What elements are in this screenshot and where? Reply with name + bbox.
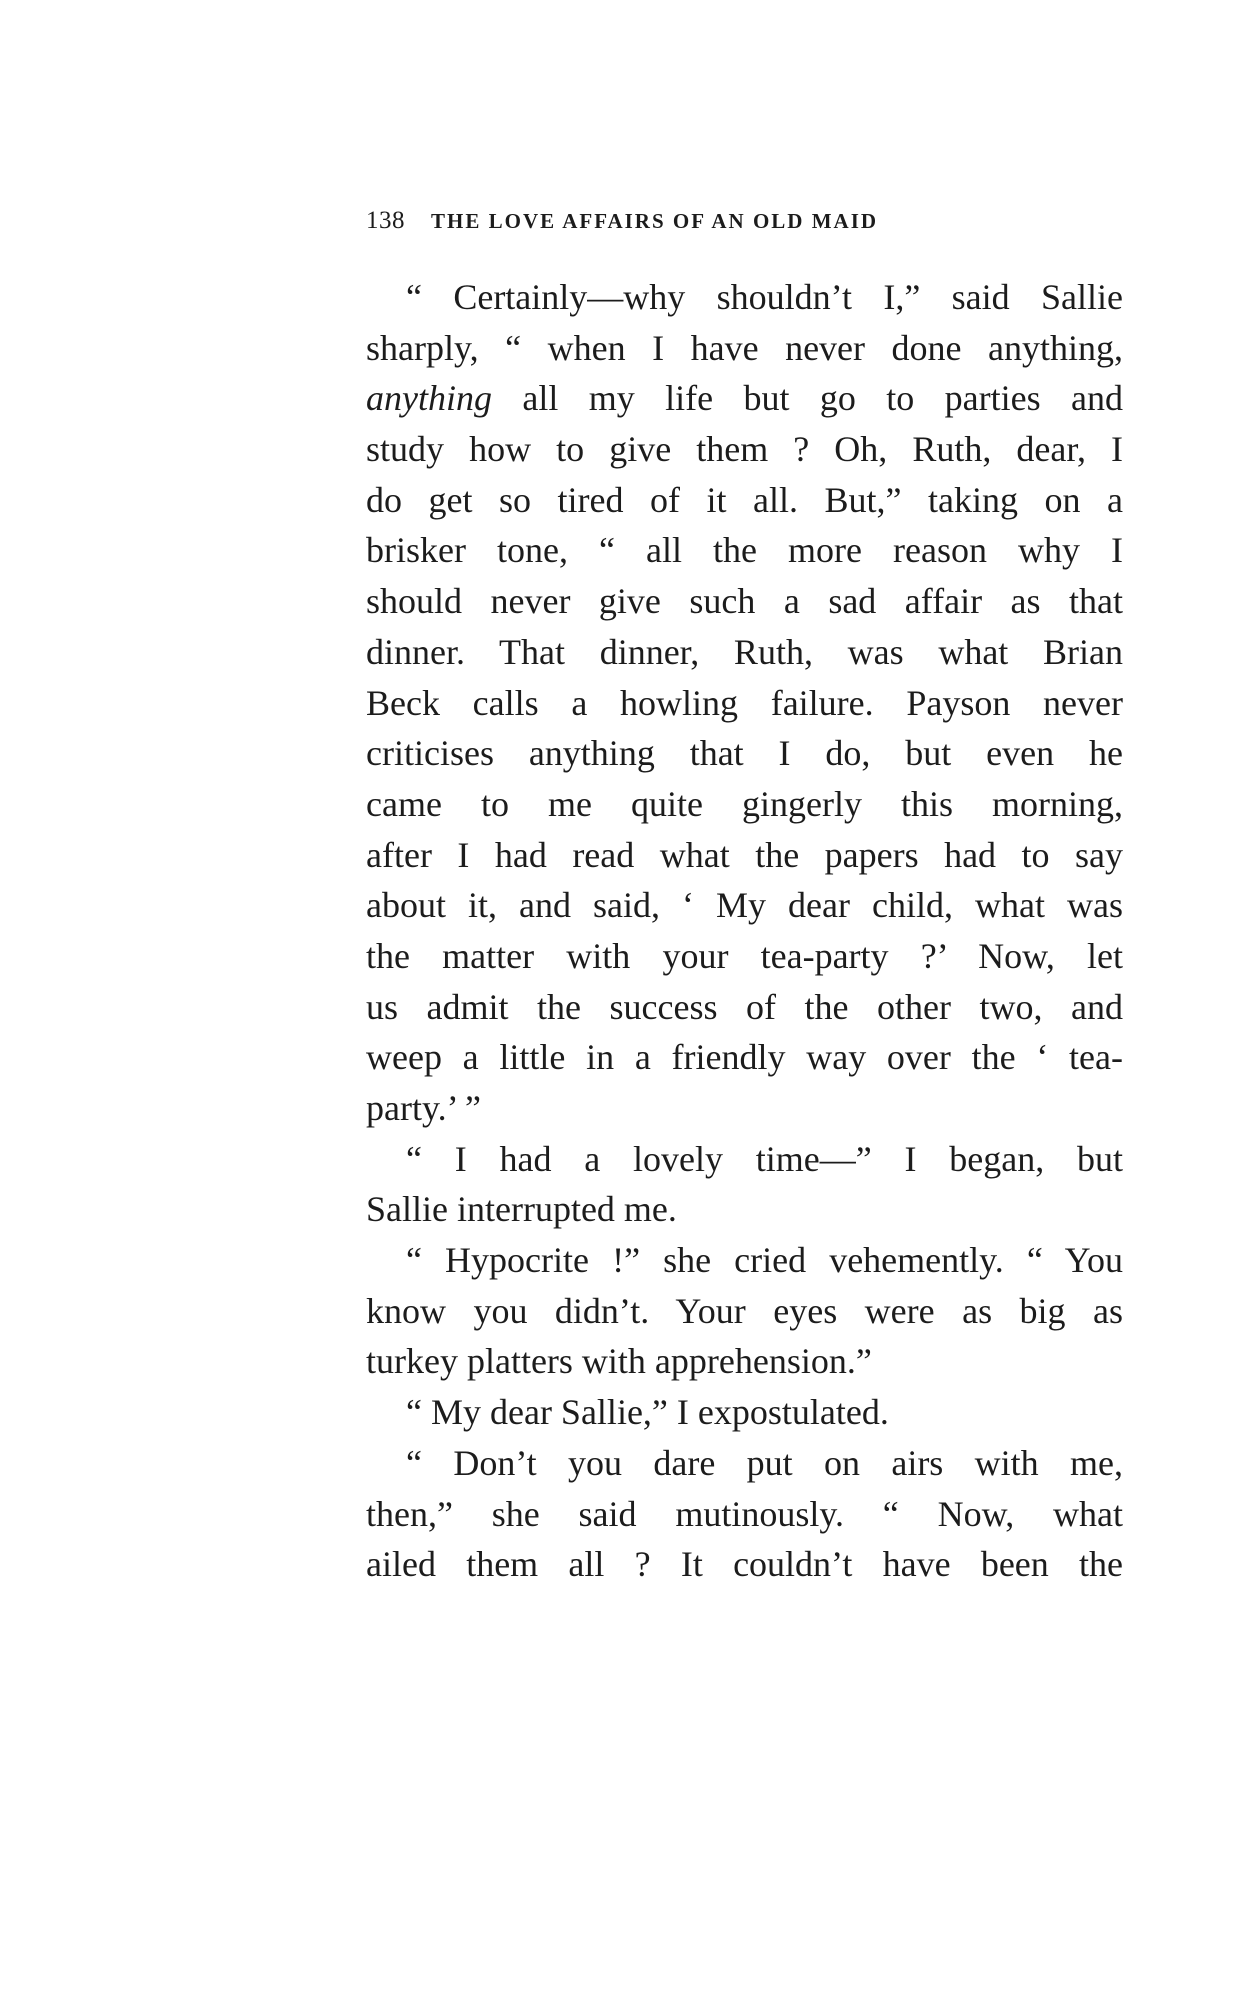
line-text: came to me quite gingerly this morning, — [366, 783, 1123, 824]
line-text: do get so tired of it all. But,” taking on a — [366, 479, 1123, 520]
text-line — [366, 830, 1123, 881]
text-line — [366, 576, 1123, 627]
line-text: party.’ ” — [366, 1088, 481, 1128]
line-text: about it, and said, ‘ My dear child, what was — [366, 885, 1123, 926]
text-line — [366, 728, 1123, 779]
text-line — [366, 1235, 1123, 1286]
line-text: know you didn’t. Your eyes were as big as — [366, 1290, 1123, 1331]
text-line — [366, 1083, 1123, 1134]
text-line — [366, 1489, 1123, 1540]
text-line — [366, 1134, 1123, 1185]
line-text: Beck calls a howling failure. Payson never — [366, 682, 1123, 723]
line-text: “ My dear Sallie,” I expostulated. — [406, 1392, 889, 1433]
line-text: sharply, “ when I have never done anything, — [366, 327, 1123, 368]
line-text: brisker tone, “ all the more reason why I — [366, 530, 1123, 571]
text-line — [366, 1539, 1123, 1590]
line-text: us admit the success of the other two, and — [366, 986, 1123, 1027]
text-line — [366, 1032, 1123, 1083]
text-line — [366, 880, 1123, 931]
text-line — [366, 1387, 1123, 1438]
line-text: should never give such a sad affair as that — [366, 581, 1123, 622]
line-text: then,” she said mutinously. “ Now, what — [366, 1493, 1123, 1534]
line-text: turkey platters with apprehension.” — [366, 1341, 872, 1382]
text-line — [366, 678, 1123, 729]
line-text: “ Don’t you dare put on airs with me, — [406, 1442, 1123, 1483]
running-title: THE LOVE AFFAIRS OF AN OLD MAID — [431, 209, 879, 233]
text-line — [366, 1336, 1123, 1387]
line-text: “ Hypocrite !” she cried vehemently. “ You — [406, 1240, 1123, 1281]
running-head — [366, 207, 1126, 237]
line-text: Sallie interrupted me. — [366, 1189, 677, 1230]
text-line — [366, 627, 1123, 678]
text-line — [366, 424, 1123, 475]
line-text: all my life but go to parties and — [491, 378, 1123, 419]
text-line — [366, 1438, 1123, 1489]
text-line — [366, 931, 1123, 982]
line-text: dinner. That dinner, Ruth, was what Brian — [366, 631, 1123, 672]
text-line — [366, 982, 1123, 1033]
line-text: the matter with your tea-party ?’ Now, let — [366, 935, 1123, 976]
page-number: 138 — [366, 207, 405, 234]
text-line — [366, 373, 1123, 424]
line-text: after I had read what the papers had to say — [366, 834, 1123, 875]
line-text: “ I had a lovely time—” I began, but — [406, 1138, 1123, 1179]
line-text: study how to give them ? Oh, Ruth, dear, I — [366, 429, 1123, 470]
italic-word: anything — [366, 378, 492, 419]
text-line — [366, 779, 1123, 830]
line-text: ailed them all ? It couldn’t have been the — [366, 1544, 1123, 1585]
text-line — [366, 475, 1123, 526]
text-line — [366, 323, 1123, 374]
body-text — [366, 272, 1123, 1590]
text-line — [366, 1286, 1123, 1337]
line-text: weep a little in a friendly way over the ‘ tea- — [366, 1037, 1123, 1078]
line-text: criticises anything that I do, but even he — [366, 733, 1123, 774]
line-text: “ Certainly—why shouldn’t I,” said Sallie — [406, 277, 1123, 317]
text-line — [366, 272, 1123, 323]
text-line — [366, 1184, 1123, 1235]
text-line — [366, 525, 1123, 576]
